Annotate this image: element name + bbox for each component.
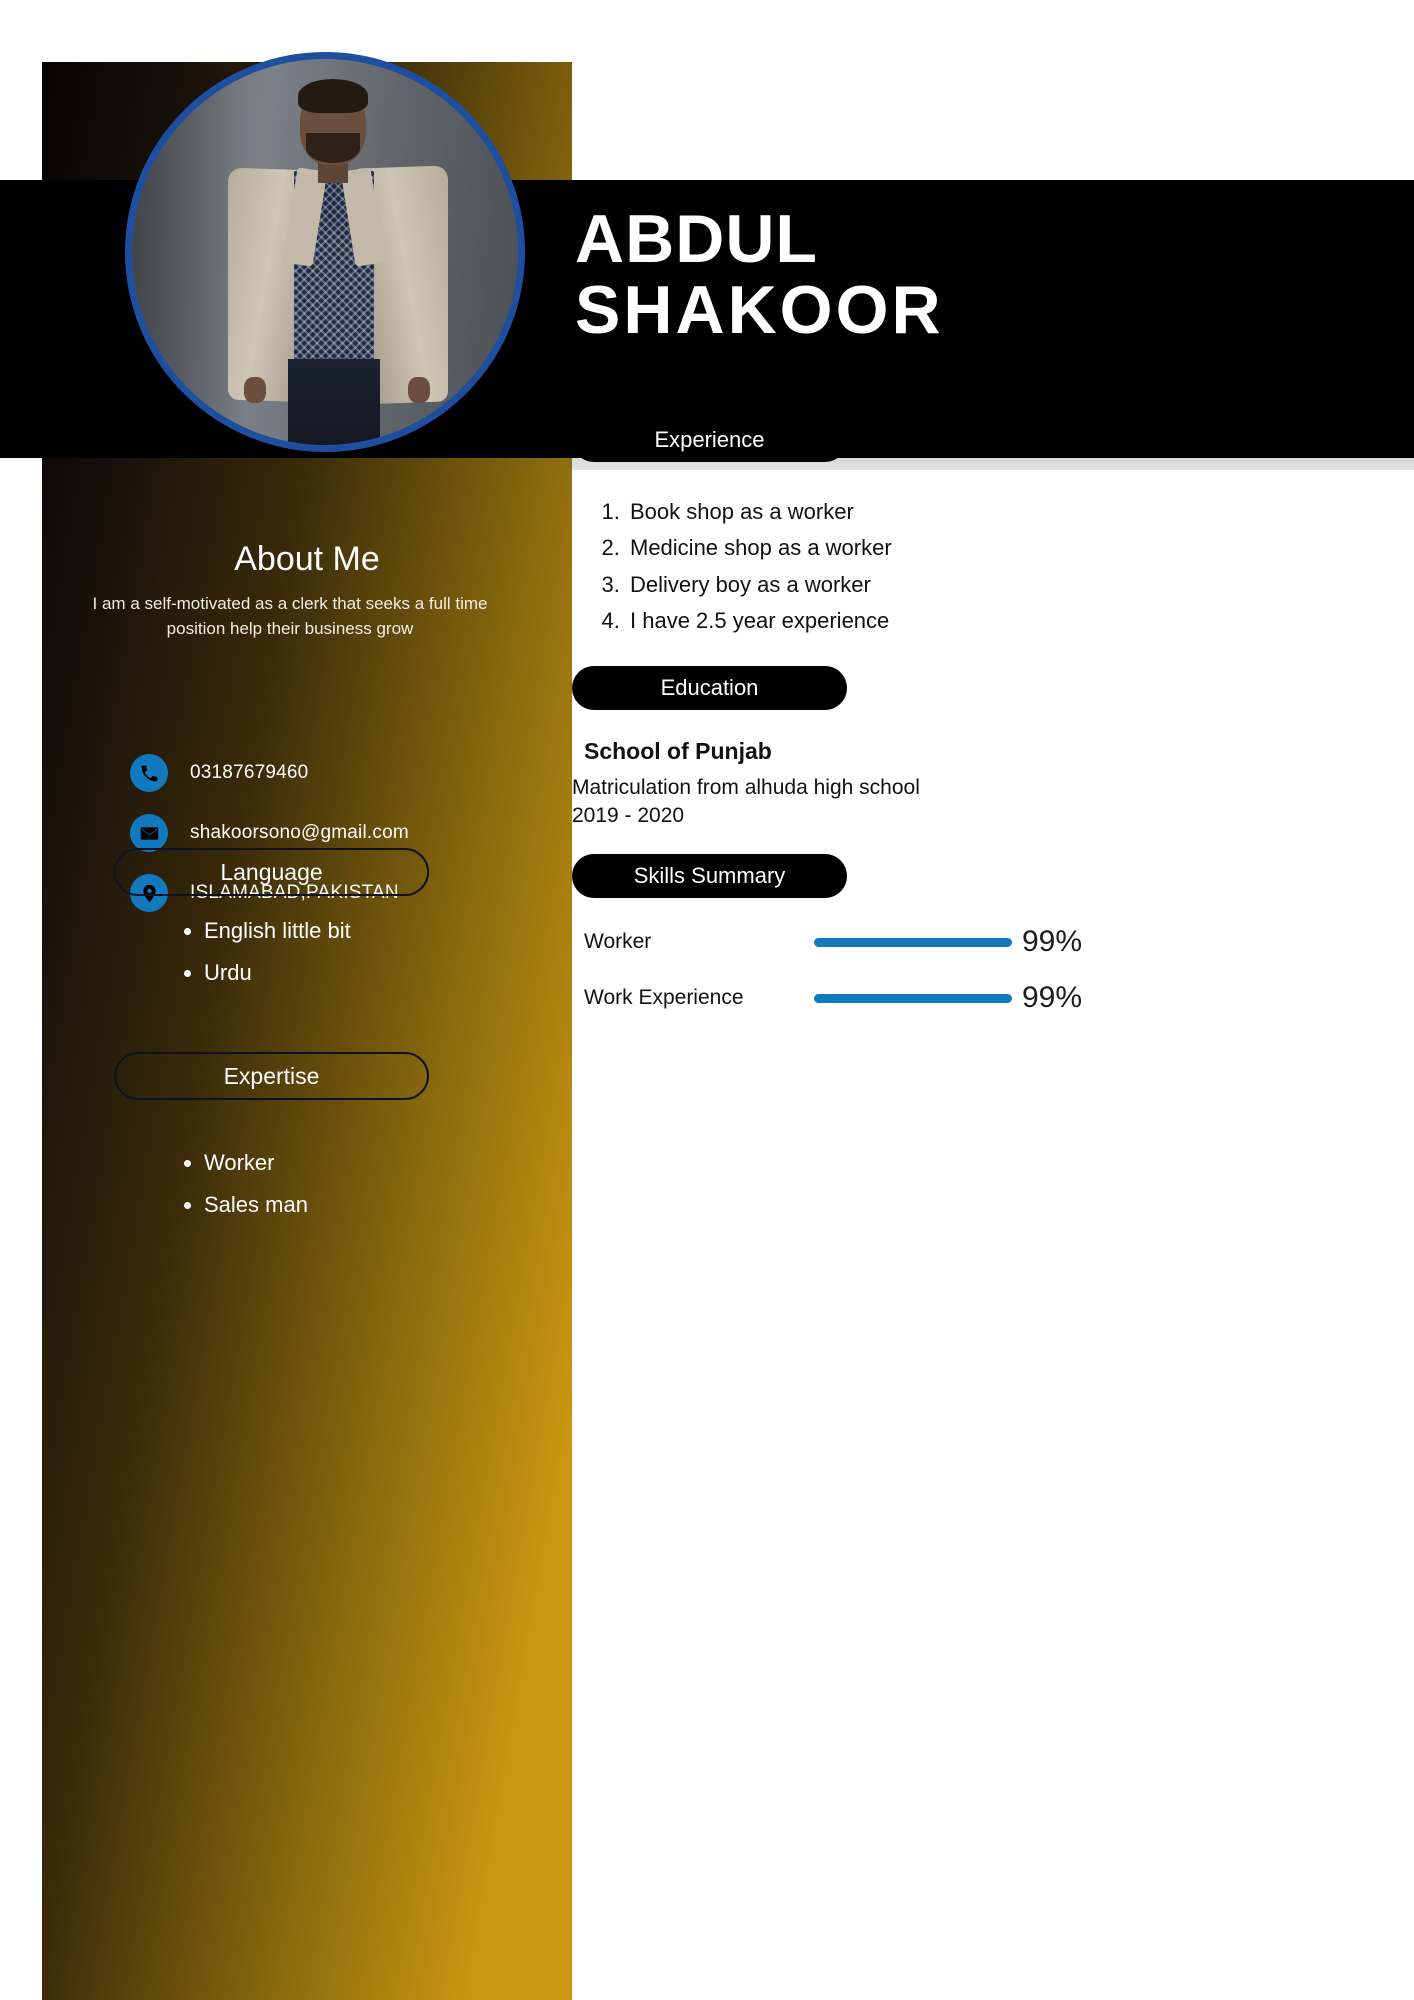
experience-section-header: Experience [572, 418, 847, 462]
list-item: • English little bit [204, 910, 351, 952]
list-item: • Worker [204, 1142, 308, 1184]
about-me-text: I am a self-motivated as a clerk that seeks a full time position help their business grow [92, 594, 488, 638]
skill-progress-fill [814, 938, 1012, 947]
name-line-2: SHAKOOR [575, 272, 944, 349]
list-item: • Sales man [204, 1184, 308, 1226]
location-value: ISLAMABAD,PAKISTAN [190, 882, 399, 903]
education-degree: Matriculation from alhuda high school [572, 776, 920, 799]
language-section-header: Language [114, 848, 429, 896]
email-icon [130, 814, 168, 852]
education-section-header: Education [572, 666, 847, 710]
about-me-heading: About Me [234, 540, 380, 578]
skill-progress-fill [814, 994, 1012, 1003]
list-item: 4. I have 2.5 year experience [626, 603, 1108, 639]
list-item: 3. Delivery boy as a worker [626, 567, 1108, 603]
main-column [572, 427, 1414, 2000]
phone-icon [130, 754, 168, 792]
avatar [125, 52, 525, 452]
skills-section-header: Skills Summary [572, 854, 847, 898]
language-list [182, 910, 351, 994]
photo-hair [298, 79, 368, 113]
expertise-list [182, 1142, 308, 1226]
name-line-1: ABDUL [575, 201, 818, 277]
page-title [575, 201, 944, 349]
skill-row-worker [584, 914, 1384, 970]
photo-trousers [288, 359, 380, 452]
contact-phone[interactable] [130, 752, 560, 794]
skill-label: Work Experience [584, 986, 744, 1009]
skill-label: Worker [584, 930, 652, 953]
skill-percent: 99% [1022, 981, 1083, 1014]
skill-progress-track [814, 938, 1014, 947]
skill-percent: 99% [1022, 925, 1083, 958]
photo-hand-left [244, 377, 266, 403]
list-item: 1. Book shop as a worker [626, 494, 1108, 530]
education-school: School of Punjab [584, 738, 772, 764]
skills-list [584, 914, 1384, 1026]
education-years: 2019 - 2020 [572, 804, 685, 827]
list-item: 2. Medicine shop as a worker [626, 530, 1108, 566]
avatar-photo [132, 59, 518, 445]
expertise-section-header: Expertise [114, 1052, 429, 1100]
photo-hand-right [408, 377, 430, 403]
email-value: shakoorsono@gmail.com [190, 822, 409, 843]
experience-list [588, 494, 1108, 639]
photo-beard [306, 133, 360, 163]
phone-value: 03187679460 [190, 762, 309, 783]
skill-row-work-experience [584, 970, 1384, 1026]
skill-progress-track [814, 994, 1014, 1003]
contact-list [130, 752, 560, 932]
list-item: • Urdu [204, 952, 351, 994]
